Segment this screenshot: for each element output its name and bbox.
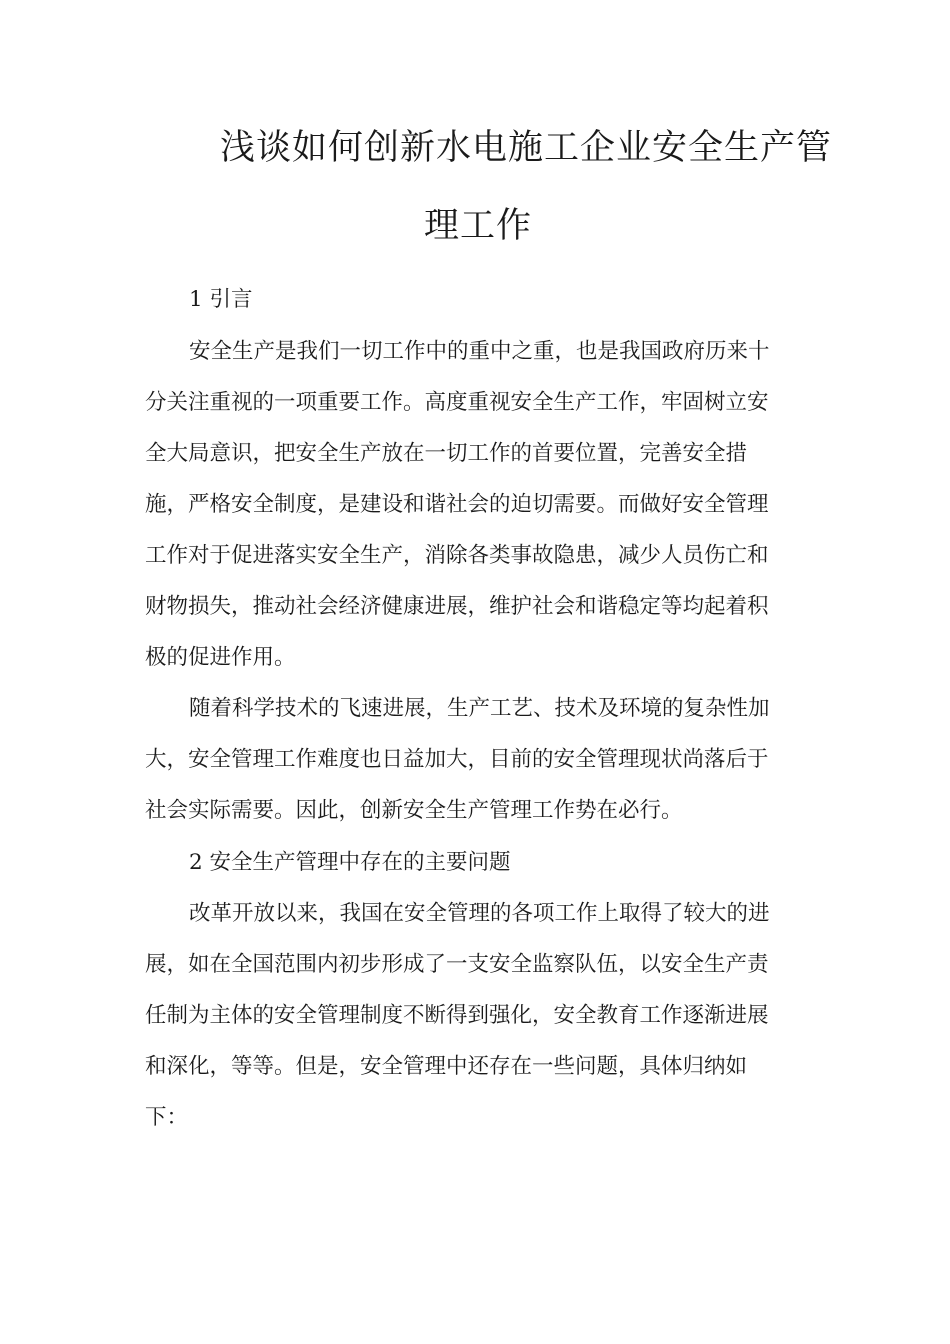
document-title-line-2: 理工作 xyxy=(423,206,532,246)
paragraph-line: 改革开放以来，我国在安全管理的各项工作上取得了较大的进 xyxy=(189,901,770,926)
paragraph-line: 和深化，等等。但是，安全管理中还存在一些问题，具体归纳如 xyxy=(145,1054,748,1079)
paragraph-line: 安全生产是我们一切工作中的重中之重，也是我国政府历来十 xyxy=(189,339,770,364)
paragraph-line: 展，如在全国范围内初步形成了一支安全监察队伍，以安全生产责 xyxy=(145,952,769,977)
paragraph-line: 分关注重视的一项重要工作。高度重视安全生产工作，牢固树立安 xyxy=(145,390,769,415)
paragraph-line: 工作对于促进落实安全生产，消除各类事故隐患，减少人员伤亡和 xyxy=(145,543,769,568)
paragraph-line: 随着科学技术的飞速进展，生产工艺、技术及环境的复杂性加 xyxy=(189,696,770,721)
document-title-line-1: 浅谈如何创新水电施工企业安全生产管 xyxy=(220,128,833,168)
paragraph-line: 大，安全管理工作难度也日益加大，目前的安全管理现状尚落后于 xyxy=(145,747,769,772)
paragraph-line: 任制为主体的安全管理制度不断得到强化，安全教育工作逐渐进展 xyxy=(145,1003,769,1028)
section-heading-1: 1 引言 xyxy=(189,287,253,312)
paragraph-line: 财物损失，推动社会经济健康进展，维护社会和谐稳定等均起着积 xyxy=(145,594,769,619)
paragraph-line: 社会实际需要。因此，创新安全生产管理工作势在必行。 xyxy=(145,798,683,823)
paragraph-line: 全大局意识，把安全生产放在一切工作的首要位置，完善安全措 xyxy=(145,441,748,466)
paragraph-line: 极的促进作用。 xyxy=(145,645,296,670)
paragraph-line: 下： xyxy=(145,1105,189,1130)
paragraph-line: 施，严格安全制度，是建设和谐社会的迫切需要。而做好安全管理 xyxy=(145,492,769,517)
section-heading-2: 2 安全生产管理中存在的主要问题 xyxy=(189,850,511,875)
